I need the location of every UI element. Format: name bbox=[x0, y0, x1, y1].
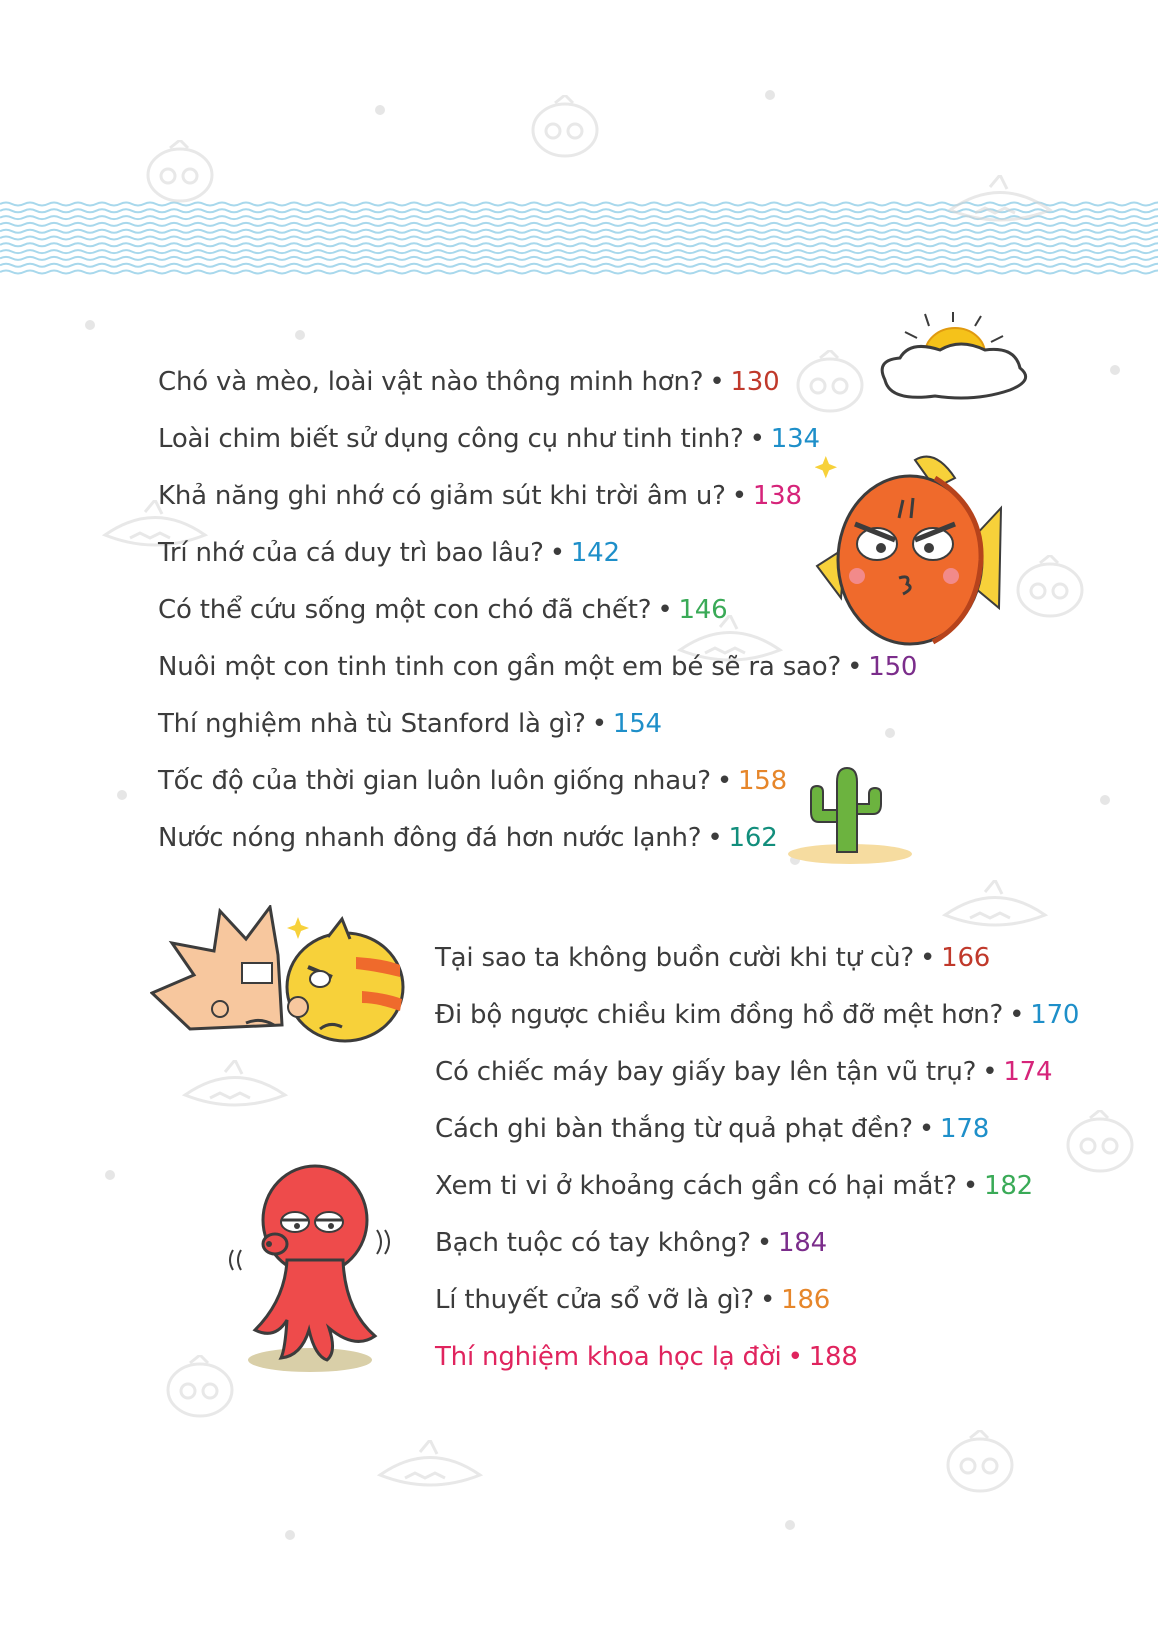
background-dot bbox=[105, 1170, 115, 1180]
toc-entry-page: 130 bbox=[730, 367, 780, 397]
toc-entry-bullet: • bbox=[759, 1285, 776, 1315]
toc-entry-page: 162 bbox=[728, 823, 778, 853]
toc-entry[interactable] bbox=[158, 582, 917, 639]
toc-entry-bullet: • bbox=[709, 367, 725, 397]
toc-entry-title: Thí nghiệm khoa học lạ đời bbox=[435, 1342, 782, 1372]
background-dot bbox=[375, 105, 385, 115]
toc-entry-bullet: • bbox=[657, 595, 673, 625]
toc-entry-page: 138 bbox=[752, 481, 802, 511]
skull-doodle-icon bbox=[940, 1430, 1020, 1500]
toc-entry[interactable] bbox=[158, 753, 917, 810]
background-dot bbox=[285, 1530, 295, 1540]
toc-entry[interactable] bbox=[435, 1158, 1079, 1215]
skull-doodle-icon bbox=[140, 140, 220, 210]
toc-entry-bullet: • bbox=[549, 538, 565, 568]
toc-entry[interactable] bbox=[435, 1215, 1079, 1272]
toc-entry[interactable] bbox=[158, 468, 917, 525]
toc-entry-page: 154 bbox=[612, 709, 662, 739]
background-dot bbox=[1110, 365, 1120, 375]
toc-entry-page: 166 bbox=[941, 943, 991, 973]
toc-entry-page: 174 bbox=[1003, 1057, 1053, 1087]
toc-entry-bullet: • bbox=[707, 823, 723, 853]
toc-entry-title: Bạch tuộc có tay không? bbox=[435, 1228, 751, 1258]
toc-entry-page: 182 bbox=[984, 1171, 1034, 1201]
toc-entry[interactable] bbox=[158, 354, 917, 411]
toc-entry-title: Chó và mèo, loài vật nào thông minh hơn? bbox=[158, 367, 704, 397]
toc-entry-title: Nuôi một con tinh tinh con gần một em bé sẽ ra sao? bbox=[158, 652, 842, 682]
toc-entry-page: 150 bbox=[868, 652, 918, 682]
toc-entry-page: 184 bbox=[777, 1228, 827, 1258]
wave-line bbox=[0, 250, 1158, 253]
toc-entry[interactable] bbox=[158, 696, 917, 753]
toc-entry-page: 134 bbox=[770, 424, 820, 454]
toc-entry-bullet: • bbox=[731, 481, 747, 511]
toc-entry-title: Lí thuyết cửa sổ vỡ là gì? bbox=[435, 1285, 754, 1315]
wave-line bbox=[0, 264, 1158, 267]
toc-entry-page: 178 bbox=[940, 1114, 990, 1144]
wave-line bbox=[0, 243, 1158, 246]
background-dot bbox=[117, 790, 127, 800]
wave-line bbox=[0, 271, 1158, 274]
toc-entry-bullet: • bbox=[919, 943, 936, 973]
toc-entry[interactable] bbox=[158, 639, 917, 696]
toc-entry-bullet: • bbox=[982, 1057, 998, 1087]
toc-entry-bullet: • bbox=[847, 652, 863, 682]
toc-group-1 bbox=[158, 354, 917, 867]
toc-entry-title: Tốc độ của thời gian luôn luôn giống nhau? bbox=[158, 766, 711, 796]
toc-entry-title: Tại sao ta không buồn cười khi tự cù? bbox=[435, 943, 914, 973]
toc-group-2 bbox=[435, 930, 1079, 1386]
toc-entry-title: Thí nghiệm nhà tù Stanford là gì? bbox=[158, 709, 586, 739]
toc-entry[interactable] bbox=[435, 987, 1079, 1044]
toc-entry[interactable] bbox=[158, 525, 917, 582]
toc-entry-page: 142 bbox=[570, 538, 620, 568]
toc-entry-title: Xem ti vi ở khoảng cách gần có hại mắt? bbox=[435, 1171, 957, 1201]
toc-entry-title: Có thể cứu sống một con chó đã chết? bbox=[158, 595, 652, 625]
toc-entry-title: Loài chim biết sử dụng công cụ như tinh tinh? bbox=[158, 424, 744, 454]
toc-entry-bullet: • bbox=[787, 1342, 803, 1372]
spiky-characters-icon bbox=[150, 905, 410, 1045]
background-dot bbox=[765, 90, 775, 100]
toc-entry[interactable] bbox=[158, 810, 917, 867]
shark-doodle-icon bbox=[945, 175, 1055, 235]
toc-entry-bullet: • bbox=[716, 766, 732, 796]
toc-entry-title: Đi bộ ngược chiều kim đồng hồ đỡ mệt hơn? bbox=[435, 1000, 1004, 1030]
toc-entry-bullet: • bbox=[591, 709, 607, 739]
toc-entry[interactable] bbox=[435, 1101, 1079, 1158]
background-dot bbox=[85, 320, 95, 330]
background-dot bbox=[295, 330, 305, 340]
toc-entry[interactable] bbox=[435, 1272, 1079, 1329]
toc-entry[interactable] bbox=[435, 1329, 1079, 1386]
shark-doodle-icon bbox=[180, 1060, 290, 1120]
shark-doodle-icon bbox=[375, 1440, 485, 1500]
toc-entry-title: Trí nhớ của cá duy trì bao lâu? bbox=[158, 538, 544, 568]
toc-entry-page: 188 bbox=[808, 1342, 858, 1372]
toc-entry-bullet: • bbox=[749, 424, 765, 454]
skull-doodle-icon bbox=[1010, 555, 1090, 625]
toc-entry-page: 146 bbox=[678, 595, 728, 625]
skull-doodle-icon bbox=[525, 95, 605, 165]
background-dot bbox=[785, 1520, 795, 1530]
toc-entry-title: Nước nóng nhanh đông đá hơn nước lạnh? bbox=[158, 823, 702, 853]
wave-line bbox=[0, 257, 1158, 260]
toc-entry[interactable] bbox=[158, 411, 917, 468]
toc-entry[interactable] bbox=[435, 1044, 1079, 1101]
toc-entry-title: Có chiếc máy bay giấy bay lên tận vũ trụ? bbox=[435, 1057, 977, 1087]
toc-entry[interactable] bbox=[435, 930, 1079, 987]
toc-entry-title: Khả năng ghi nhớ có giảm sút khi trời âm u? bbox=[158, 481, 726, 511]
octopus-icon bbox=[225, 1160, 395, 1380]
wave-line bbox=[0, 237, 1158, 240]
toc-entry-page: 158 bbox=[737, 766, 787, 796]
background-dot bbox=[1100, 795, 1110, 805]
toc-entry-bullet: • bbox=[1009, 1000, 1025, 1030]
toc-entry-page: 170 bbox=[1030, 1000, 1080, 1030]
toc-entry-bullet: • bbox=[918, 1114, 935, 1144]
toc-entry-bullet: • bbox=[962, 1171, 978, 1201]
toc-entry-bullet: • bbox=[756, 1228, 772, 1258]
toc-entry-title: Cách ghi bàn thắng từ quả phạt đền? bbox=[435, 1114, 913, 1144]
toc-entry-page: 186 bbox=[781, 1285, 831, 1315]
